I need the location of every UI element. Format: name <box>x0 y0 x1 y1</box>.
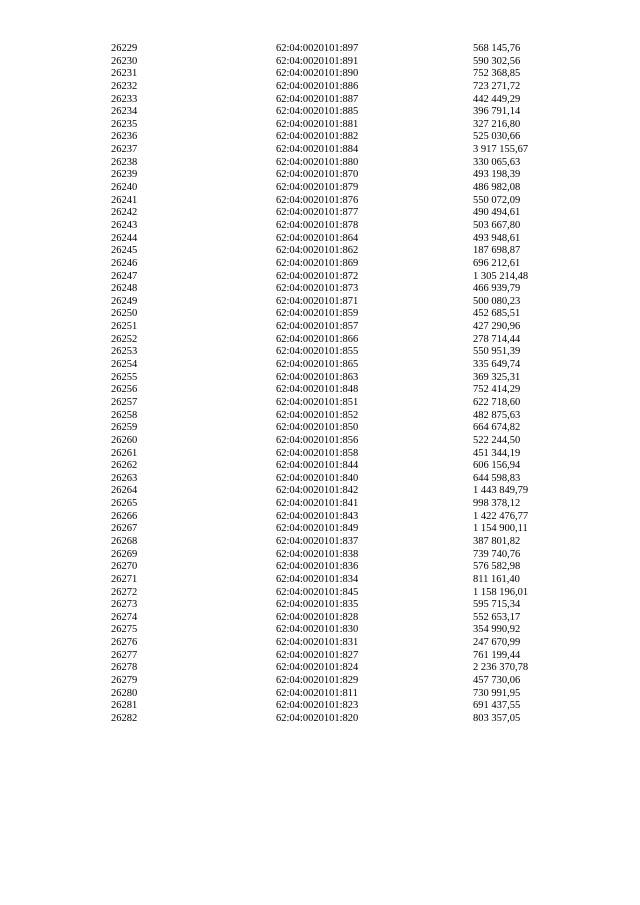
row-number: 26280 <box>111 687 138 699</box>
row-number: 26258 <box>111 409 138 421</box>
cadastral-value: 2 236 370,78 <box>473 662 529 674</box>
row-number: 26250 <box>111 308 138 320</box>
cadastral-value: 442 449,29 <box>473 93 521 105</box>
row-number: 26281 <box>111 700 138 712</box>
row-number: 26236 <box>111 131 138 143</box>
row-number: 26234 <box>111 106 138 118</box>
row-number: 26231 <box>111 68 138 80</box>
cadastral-number: 62:04:0020101:851 <box>276 396 359 408</box>
table-row <box>0 182 640 195</box>
table-row <box>0 245 640 258</box>
cadastral-value: 466 939,79 <box>473 283 521 295</box>
cadastral-number: 62:04:0020101:852 <box>276 409 359 421</box>
cadastral-number: 62:04:0020101:857 <box>276 321 359 333</box>
table-row <box>0 448 640 461</box>
table-row <box>0 131 640 144</box>
cadastral-value: 550 951,39 <box>473 346 521 358</box>
table-row <box>0 688 640 701</box>
cadastral-number: 62:04:0020101:873 <box>276 283 359 295</box>
cadastral-value: 247 670,99 <box>473 637 521 649</box>
cadastral-value: 576 582,98 <box>473 561 521 573</box>
row-number: 26267 <box>111 523 138 535</box>
cadastral-number: 62:04:0020101:878 <box>276 219 359 231</box>
row-number: 26256 <box>111 384 138 396</box>
table-row <box>0 346 640 359</box>
row-number: 26254 <box>111 359 138 371</box>
table-row <box>0 144 640 157</box>
cadastral-number: 62:04:0020101:841 <box>276 498 359 510</box>
row-number: 26264 <box>111 485 138 497</box>
row-number: 26277 <box>111 649 138 661</box>
cadastral-number: 62:04:0020101:877 <box>276 207 359 219</box>
row-number: 26232 <box>111 80 138 92</box>
table-row <box>0 384 640 397</box>
row-number: 26247 <box>111 270 138 282</box>
row-number: 26260 <box>111 434 138 446</box>
cadastral-value: 427 290,96 <box>473 321 521 333</box>
row-number: 26272 <box>111 586 138 598</box>
table-row <box>0 397 640 410</box>
table-row <box>0 662 640 675</box>
cadastral-number: 62:04:0020101:835 <box>276 599 359 611</box>
table-row <box>0 473 640 486</box>
cadastral-number: 62:04:0020101:891 <box>276 55 359 67</box>
cadastral-number: 62:04:0020101:838 <box>276 548 359 560</box>
cadastral-value: 595 715,34 <box>473 599 521 611</box>
cadastral-number: 62:04:0020101:824 <box>276 662 359 674</box>
table-row <box>0 233 640 246</box>
table-row <box>0 435 640 448</box>
cadastral-value: 739 740,76 <box>473 548 521 560</box>
table-row <box>0 81 640 94</box>
cadastral-number: 62:04:0020101:827 <box>276 649 359 661</box>
table-row <box>0 195 640 208</box>
cadastral-number: 62:04:0020101:872 <box>276 270 359 282</box>
cadastral-number: 62:04:0020101:865 <box>276 359 359 371</box>
table-row <box>0 56 640 69</box>
cadastral-number: 62:04:0020101:840 <box>276 472 359 484</box>
cadastral-number: 62:04:0020101:858 <box>276 447 359 459</box>
row-number: 26257 <box>111 396 138 408</box>
table-row <box>0 650 640 663</box>
table-row <box>0 410 640 423</box>
cadastral-value: 803 357,05 <box>473 712 521 724</box>
cadastral-number: 62:04:0020101:836 <box>276 561 359 573</box>
row-number: 26253 <box>111 346 138 358</box>
cadastral-number: 62:04:0020101:879 <box>276 182 359 194</box>
table-row <box>0 283 640 296</box>
cadastral-value: 3 917 155,67 <box>473 144 529 156</box>
row-number: 26261 <box>111 447 138 459</box>
cadastral-number: 62:04:0020101:886 <box>276 80 359 92</box>
table-row <box>0 523 640 536</box>
row-number: 26230 <box>111 55 138 67</box>
cadastral-number: 62:04:0020101:859 <box>276 308 359 320</box>
cadastral-value: 606 156,94 <box>473 460 521 472</box>
cadastral-number: 62:04:0020101:862 <box>276 245 359 257</box>
cadastral-number: 62:04:0020101:864 <box>276 232 359 244</box>
table-row <box>0 157 640 170</box>
row-number: 26269 <box>111 548 138 560</box>
cadastral-value: 522 244,50 <box>473 434 521 446</box>
cadastral-number: 62:04:0020101:820 <box>276 712 359 724</box>
table-row <box>0 258 640 271</box>
cadastral-value: 723 271,72 <box>473 80 521 92</box>
table-row <box>0 68 640 81</box>
table-row <box>0 271 640 284</box>
cadastral-value: 490 494,61 <box>473 207 521 219</box>
table-row <box>0 574 640 587</box>
cadastral-value: 696 212,61 <box>473 257 521 269</box>
cadastral-value: 327 216,80 <box>473 118 521 130</box>
table-row <box>0 700 640 713</box>
row-number: 26263 <box>111 472 138 484</box>
row-number: 26271 <box>111 573 138 585</box>
row-number: 26255 <box>111 371 138 383</box>
row-number: 26282 <box>111 712 138 724</box>
row-number: 26229 <box>111 43 138 54</box>
cadastral-value: 278 714,44 <box>473 333 521 345</box>
table-row <box>0 675 640 688</box>
cadastral-value: 998 378,12 <box>473 498 521 510</box>
row-number: 26273 <box>111 599 138 611</box>
table-row <box>0 511 640 524</box>
cadastral-number: 62:04:0020101:866 <box>276 333 359 345</box>
row-number: 26233 <box>111 93 138 105</box>
row-number: 26249 <box>111 295 138 307</box>
cadastral-number: 62:04:0020101:885 <box>276 106 359 118</box>
table-row <box>0 599 640 612</box>
cadastral-value: 568 145,76 <box>473 43 521 54</box>
cadastral-number: 62:04:0020101:855 <box>276 346 359 358</box>
table-row <box>0 207 640 220</box>
cadastral-number: 62:04:0020101:837 <box>276 535 359 547</box>
row-number: 26235 <box>111 118 138 130</box>
cadastral-number: 62:04:0020101:831 <box>276 637 359 649</box>
row-number: 26244 <box>111 232 138 244</box>
table-row <box>0 372 640 385</box>
cadastral-value: 396 791,14 <box>473 106 521 118</box>
table-row <box>0 220 640 233</box>
cadastral-value: 1 443 849,79 <box>473 485 529 497</box>
row-number: 26238 <box>111 156 138 168</box>
cadastral-number: 62:04:0020101:856 <box>276 434 359 446</box>
row-number: 26242 <box>111 207 138 219</box>
row-number: 26252 <box>111 333 138 345</box>
cadastral-value: 493 198,39 <box>473 169 521 181</box>
row-number: 26246 <box>111 257 138 269</box>
row-number: 26270 <box>111 561 138 573</box>
cadastral-number: 62:04:0020101:848 <box>276 384 359 396</box>
cadastral-number: 62:04:0020101:823 <box>276 700 359 712</box>
row-number: 26237 <box>111 144 138 156</box>
row-number: 26245 <box>111 245 138 257</box>
cadastral-value: 811 161,40 <box>473 573 520 585</box>
cadastral-value: 644 598,83 <box>473 472 521 484</box>
row-number: 26265 <box>111 498 138 510</box>
row-number: 26274 <box>111 611 138 623</box>
cadastral-value: 500 080,23 <box>473 295 521 307</box>
cadastral-value: 1 158 196,01 <box>473 586 529 598</box>
row-number: 26262 <box>111 460 138 472</box>
cadastral-value: 486 982,08 <box>473 182 521 194</box>
cadastral-value: 354 990,92 <box>473 624 521 636</box>
cadastral-value: 550 072,09 <box>473 194 521 206</box>
cadastral-number: 62:04:0020101:843 <box>276 510 359 522</box>
cadastral-value: 457 730,06 <box>473 675 521 687</box>
cadastral-value: 503 667,80 <box>473 219 521 231</box>
table-row <box>0 587 640 600</box>
cadastral-number: 62:04:0020101:828 <box>276 611 359 623</box>
cadastral-value: 482 875,63 <box>473 409 521 421</box>
cadastral-value: 1 422 476,77 <box>473 510 529 522</box>
table-row <box>0 549 640 562</box>
cadastral-value: 493 948,61 <box>473 232 521 244</box>
cadastral-value: 525 030,66 <box>473 131 521 143</box>
cadastral-number: 62:04:0020101:834 <box>276 573 359 585</box>
cadastral-value: 187 698,87 <box>473 245 521 257</box>
row-number: 26241 <box>111 194 138 206</box>
cadastral-value: 330 065,63 <box>473 156 521 168</box>
cadastral-value: 552 653,17 <box>473 611 521 623</box>
table-row <box>0 94 640 107</box>
table-row <box>0 422 640 435</box>
cadastral-number: 62:04:0020101:880 <box>276 156 359 168</box>
cadastral-value: 752 414,29 <box>473 384 521 396</box>
row-number: 26266 <box>111 510 138 522</box>
row-number: 26259 <box>111 422 138 434</box>
row-number: 26248 <box>111 283 138 295</box>
table-row <box>0 359 640 372</box>
table-row <box>0 321 640 334</box>
cadastral-value: 369 325,31 <box>473 371 521 383</box>
table-row <box>0 536 640 549</box>
cadastral-number: 62:04:0020101:830 <box>276 624 359 636</box>
cadastral-value: 730 991,95 <box>473 687 521 699</box>
row-number: 26275 <box>111 624 138 636</box>
cadastral-value: 590 302,56 <box>473 55 521 67</box>
row-number: 26276 <box>111 637 138 649</box>
table-row <box>0 334 640 347</box>
cadastral-number: 62:04:0020101:844 <box>276 460 359 472</box>
cadastral-number: 62:04:0020101:811 <box>276 687 358 699</box>
table-row <box>0 43 640 56</box>
row-number: 26279 <box>111 675 138 687</box>
table-row <box>0 119 640 132</box>
cadastral-number: 62:04:0020101:876 <box>276 194 359 206</box>
cadastral-value: 335 649,74 <box>473 359 521 371</box>
table-row <box>0 637 640 650</box>
table-row <box>0 713 640 726</box>
cadastral-number: 62:04:0020101:849 <box>276 523 359 535</box>
cadastral-number: 62:04:0020101:884 <box>276 144 359 156</box>
cadastral-number: 62:04:0020101:850 <box>276 422 359 434</box>
table-row <box>0 460 640 473</box>
cadastral-value: 664 674,82 <box>473 422 521 434</box>
cadastral-value: 452 685,51 <box>473 308 521 320</box>
table-row <box>0 624 640 637</box>
table-row <box>0 561 640 574</box>
row-number: 26268 <box>111 535 138 547</box>
table-row <box>0 106 640 119</box>
data-table <box>0 43 640 726</box>
cadastral-number: 62:04:0020101:842 <box>276 485 359 497</box>
cadastral-number: 62:04:0020101:887 <box>276 93 359 105</box>
cadastral-value: 451 344,19 <box>473 447 521 459</box>
table-row <box>0 498 640 511</box>
table-row <box>0 308 640 321</box>
table-row <box>0 296 640 309</box>
table-row <box>0 169 640 182</box>
cadastral-value: 1 154 900,11 <box>473 523 528 535</box>
cadastral-number: 62:04:0020101:871 <box>276 295 359 307</box>
row-number: 26239 <box>111 169 138 181</box>
cadastral-number: 62:04:0020101:869 <box>276 257 359 269</box>
row-number: 26278 <box>111 662 138 674</box>
row-number: 26240 <box>111 182 138 194</box>
cadastral-number: 62:04:0020101:870 <box>276 169 359 181</box>
cadastral-number: 62:04:0020101:845 <box>276 586 359 598</box>
cadastral-number: 62:04:0020101:881 <box>276 118 359 130</box>
cadastral-value: 622 718,60 <box>473 396 521 408</box>
cadastral-number: 62:04:0020101:890 <box>276 68 359 80</box>
cadastral-value: 1 305 214,48 <box>473 270 529 282</box>
cadastral-value: 691 437,55 <box>473 700 521 712</box>
cadastral-value: 761 199,44 <box>473 649 521 661</box>
row-number: 26243 <box>111 219 138 231</box>
cadastral-value: 387 801,82 <box>473 535 521 547</box>
cadastral-value: 752 368,85 <box>473 68 521 80</box>
cadastral-number: 62:04:0020101:863 <box>276 371 359 383</box>
cadastral-number: 62:04:0020101:829 <box>276 675 359 687</box>
row-number: 26251 <box>111 321 138 333</box>
cadastral-number: 62:04:0020101:882 <box>276 131 359 143</box>
table-row <box>0 485 640 498</box>
table-row <box>0 612 640 625</box>
cadastral-number: 62:04:0020101:897 <box>276 43 359 54</box>
